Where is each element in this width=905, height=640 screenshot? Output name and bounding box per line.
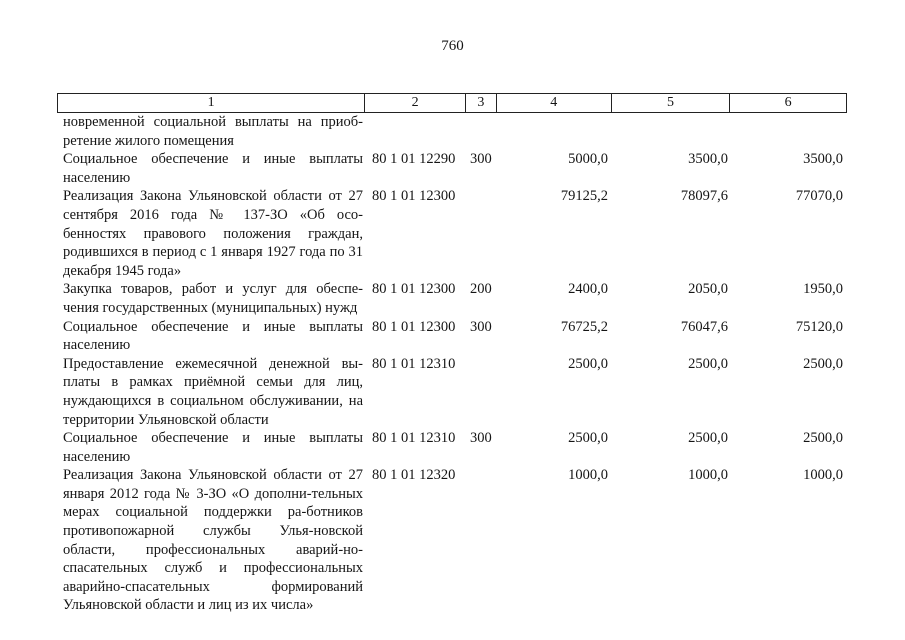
row-type: 300 [470,430,492,447]
row-value-3: 1950,0 [803,281,843,298]
header-col-5: 5 [612,94,731,112]
row-value-2: 2050,0 [688,281,728,298]
header-col-1: 1 [58,94,365,112]
row-value-2: 76047,6 [680,318,728,335]
page-number: 760 [441,38,464,54]
row-value-3: 2500,0 [803,430,843,447]
table-body [57,113,847,615]
table-row [57,466,847,615]
row-name: Реализация Закона Ульяновской области от 27 января 2012 года № 3-ЗО «О дополни-тельных мерах социальной поддержки ра-ботников противопожарной службы Улья-новской области, профессиональных аварий-но-спасательных служб и профессиональных аварийно-спасательных формирований Ульяновской области и лиц из их числа» [63,467,363,614]
table-row [57,187,847,280]
table-row [57,355,847,429]
row-type: 200 [470,281,492,298]
row-value-2: 1000,0 [688,467,728,484]
row-code: 80 1 01 12300 [372,318,456,335]
row-value-1: 2500,0 [568,355,608,372]
header-col-4: 4 [497,94,612,112]
row-value-2: 78097,6 [680,188,728,205]
header-col-6: 6 [784,95,792,110]
row-code: 80 1 01 12310 [372,355,456,372]
row-code: 80 1 01 12320 [372,467,456,484]
row-value-1: 2500,0 [568,430,608,447]
row-code: 80 1 01 12300 [372,188,456,205]
table-row [57,429,847,466]
row-name: Закупка товаров, работ и услуг для обеспе-чения государственных (муниципальных) нужд [63,281,363,316]
row-value-3: 75120,0 [795,318,843,335]
row-value-1: 2400,0 [568,281,608,298]
row-name: Социальное обеспечение и иные выплаты населению [63,151,363,186]
row-code: 80 1 01 12300 [372,281,456,298]
row-value-2: 2500,0 [688,430,728,447]
table-row [57,150,847,187]
budget-table [57,93,847,615]
row-value-2: 3500,0 [688,151,728,168]
row-value-2: 2500,0 [688,355,728,372]
row-value-3: 1000,0 [803,467,843,484]
row-name: Реализация Закона Ульяновской области от 27 сентября 2016 года № 137-ЗО «Об осо-бенностях правового положения граждан, родившихся в период с 1 января 1927 года по 31 декабря 1945 года» [63,188,363,279]
table-row [57,113,847,150]
row-value-3: 77070,0 [795,188,843,205]
header-col-2: 2 [365,94,466,112]
row-code: 80 1 01 12310 [372,430,456,447]
row-type: 300 [470,151,492,168]
row-name: Социальное обеспечение и иные выплаты населению [63,430,363,465]
row-value-1: 79125,2 [560,188,608,205]
table-row [57,318,847,355]
table-row [57,280,847,317]
row-value-3: 3500,0 [803,151,843,168]
row-name: Предоставление ежемесячной денежной вы-платы в рамках приёмной семьи для лиц, нуждающихся в социальном обслуживании, на территории Ульяновской области [63,355,363,428]
row-name: новременной социальной выплаты на приоб-ретение жилого помещения [63,114,363,149]
header-col-3: 3 [466,94,497,112]
table-header-row [57,93,847,113]
row-value-1: 5000,0 [568,151,608,168]
row-name: Социальное обеспечение и иные выплаты населению [63,318,363,354]
row-type: 300 [470,318,492,335]
row-value-1: 1000,0 [568,467,608,484]
row-value-3: 2500,0 [803,355,843,372]
row-value-1: 76725,2 [560,318,608,335]
row-code: 80 1 01 12290 [372,151,456,168]
